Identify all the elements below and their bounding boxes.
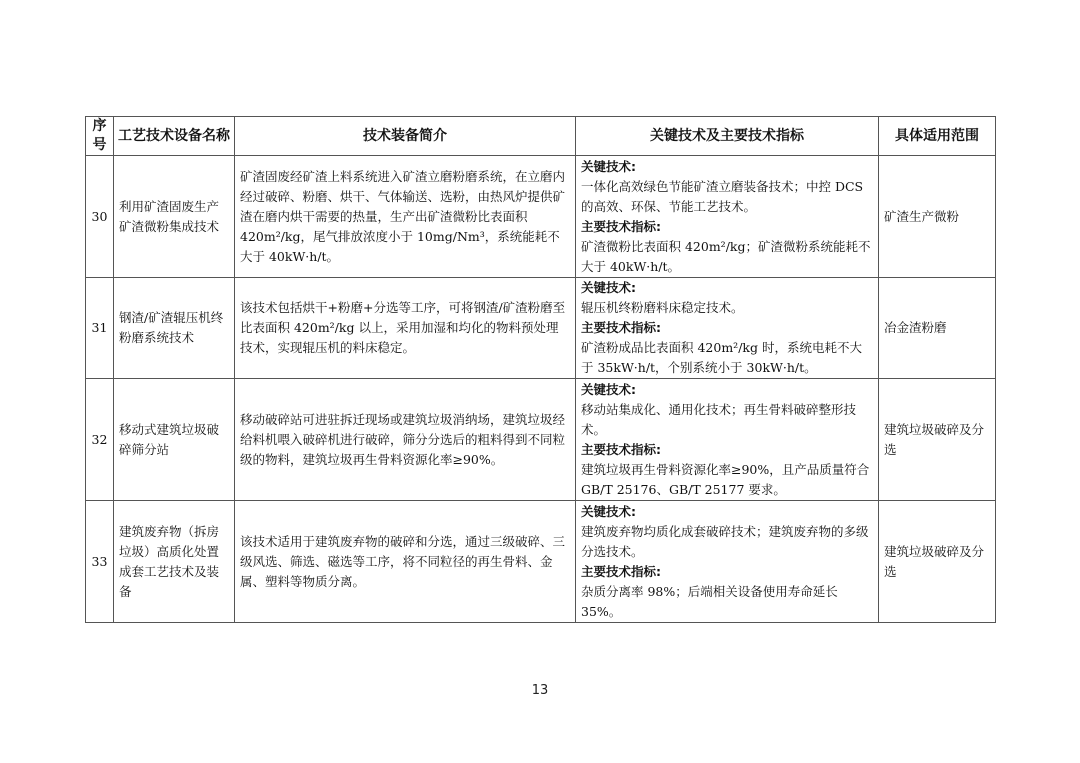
key-tech-label: 关键技术: xyxy=(581,280,636,295)
row-scope: 矿渣生产微粉 xyxy=(879,156,996,278)
indicator-text: 建筑垃圾再生骨料资源化率≥90%，且产品质量符合 GB/T 25176、GB/T 25177 要求。 xyxy=(581,461,870,497)
header-key: 关键技术及主要技术指标 xyxy=(576,117,879,156)
indicator-label: 主要技术指标: xyxy=(581,441,661,457)
indicator-text: 矿渣粉成品比表面积 420m²/kg 时，系统电耗不大于 35kW·h/t，个别系统小于 30kW·h/t。 xyxy=(581,340,862,375)
table-row xyxy=(86,156,996,278)
page-number: 13 xyxy=(531,683,549,698)
indicator-label: 主要技术指标: xyxy=(581,218,661,234)
indicator-label: 主要技术指标: xyxy=(581,320,661,335)
row-number: 31 xyxy=(86,278,114,379)
key-tech-label: 关键技术: xyxy=(581,158,636,174)
row-intro: 该技术适用于建筑废弃物的破碎和分选，通过三级破碎、三级风选、筛选、磁选等工序，将不同粒径的再生骨料、金属、塑料等物质分离。 xyxy=(235,501,576,623)
row-number: 32 xyxy=(86,379,114,501)
row-name: 钢渣/矿渣辊压机终粉磨系统技术 xyxy=(114,278,235,379)
row-scope: 建筑垃圾破碎及分选 xyxy=(879,501,996,623)
row-scope: 冶金渣粉磨 xyxy=(879,278,996,379)
row-name: 利用矿渣固废生产矿渣微粉集成技术 xyxy=(114,156,235,278)
table-row xyxy=(86,501,996,623)
key-tech-label: 关键技术: xyxy=(581,503,636,519)
row-scope: 建筑垃圾破碎及分选 xyxy=(879,379,996,501)
row-intro: 该技术包括烘干+粉磨+分选等工序，可将钢渣/矿渣粉磨至比表面积 420m²/kg 以上，采用加湿和均化的物料预处理技术，实现辊压机的料床稳定。 xyxy=(235,278,576,379)
row-number: 33 xyxy=(86,501,114,623)
row-name: 移动式建筑垃圾破碎筛分站 xyxy=(114,379,235,501)
technology-table xyxy=(85,116,996,623)
indicator-text: 杂质分离率 98%；后端相关设备使用寿命延长 35%。 xyxy=(581,583,838,619)
row-key-tech xyxy=(576,156,879,278)
row-intro: 移动破碎站可进驻拆迁现场或建筑垃圾消纳场，建筑垃圾经给料机喂入破碎机进行破碎，筛分分选后的粗料得到不同粒级的物料，建筑垃圾再生骨料资源化率≥90%。 xyxy=(235,379,576,501)
row-key-tech xyxy=(576,501,879,623)
key-tech-text: 移动站集成化、通用化技术；再生骨料破碎整形技术。 xyxy=(581,401,857,437)
indicator-text: 矿渣微粉比表面积 420m²/kg；矿渣微粉系统能耗不大于 40kW·h/t。 xyxy=(581,238,871,274)
header-name: 工艺技术设备名称 xyxy=(114,117,235,156)
header-scope: 具体适用范围 xyxy=(879,117,996,156)
table-row xyxy=(86,278,996,379)
row-key-tech xyxy=(576,278,879,379)
indicator-label: 主要技术指标: xyxy=(581,563,661,579)
table-row xyxy=(86,379,996,501)
row-number: 30 xyxy=(86,156,114,278)
key-tech-text: 一体化高效绿色节能矿渣立磨装备技术；中控 DCS 的高效、环保、节能工艺技术。 xyxy=(581,178,864,214)
row-key-tech xyxy=(576,379,879,501)
key-tech-text: 建筑废弃物均质化成套破碎技术；建筑废弃物的多级分选技术。 xyxy=(581,523,869,559)
header-seq: 序号 xyxy=(86,117,114,156)
table-header-row xyxy=(86,117,996,156)
row-intro: 矿渣固废经矿渣上料系统进入矿渣立磨粉磨系统，在立磨内经过破碎、粉磨、烘干、气体输送、选粉，由热风炉提供矿渣在磨内烘干需要的热量，生产出矿渣微粉比表面积 420m²/kg，尾气排放浓度小于 10mg/Nm³，系统能耗不大于 40kW·h/t。 xyxy=(235,156,576,278)
header-intro: 技术装备简介 xyxy=(235,117,576,156)
row-name: 建筑废弃物（拆房垃圾）高质化处置成套工艺技术及装备 xyxy=(114,501,235,623)
key-tech-label: 关键技术: xyxy=(581,381,636,397)
key-tech-text: 辊压机终粉磨料床稳定技术。 xyxy=(581,300,744,315)
